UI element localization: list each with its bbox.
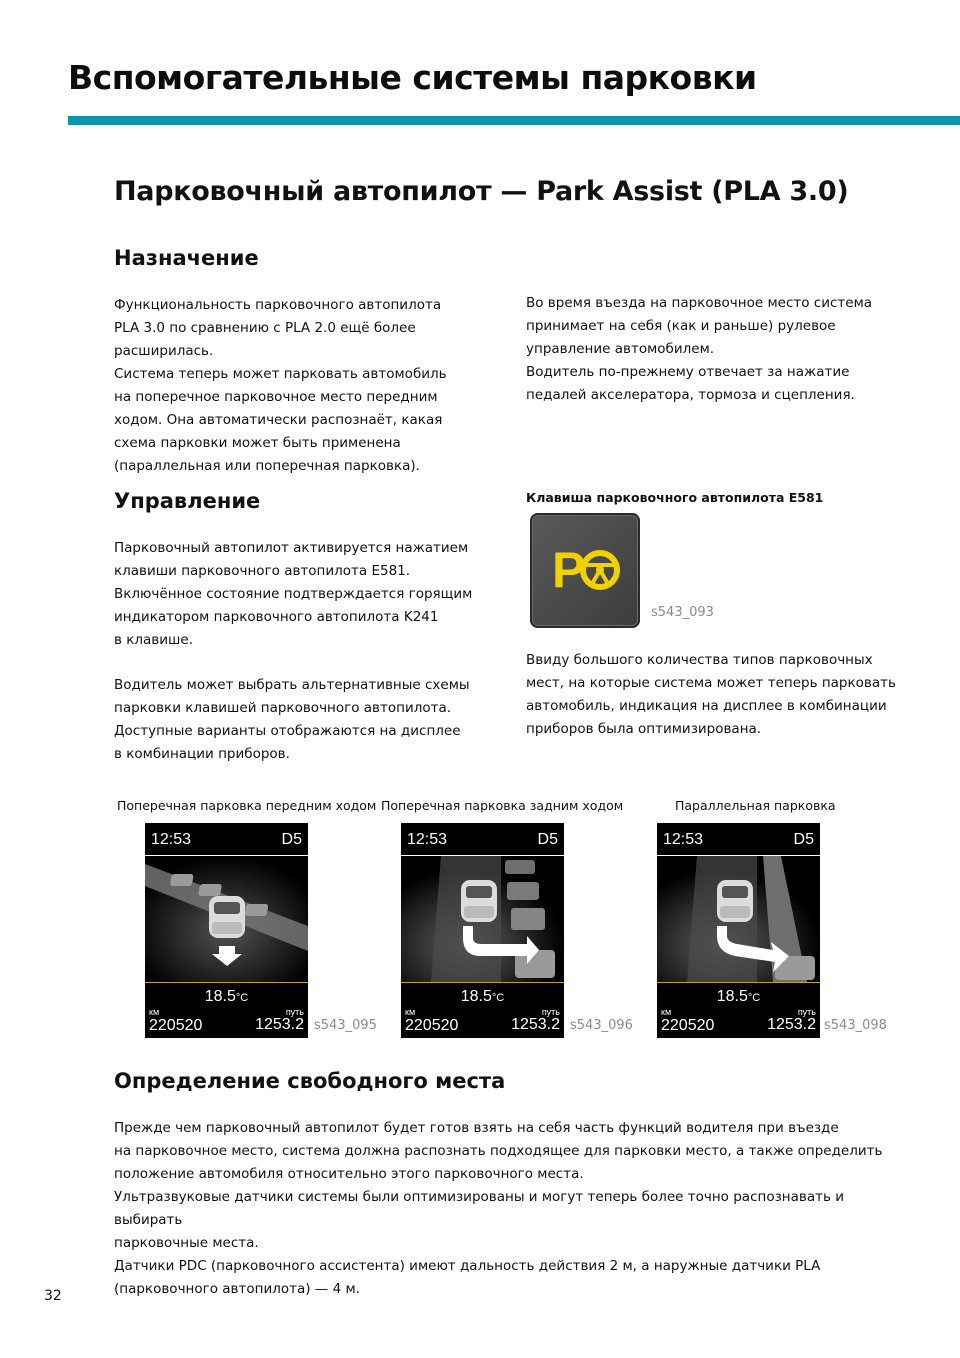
- text-line: на парковочное место, система должна распознать подходящее для парковки место, а также определить: [114, 1143, 883, 1159]
- temp-unit: °C: [747, 992, 761, 1004]
- trip-label: путь: [541, 1007, 560, 1017]
- gear-indicator: D5: [793, 831, 814, 848]
- odometer: 220520: [149, 1017, 203, 1034]
- clock: 12:53: [407, 831, 448, 848]
- gear-indicator: D5: [281, 831, 302, 848]
- trip-label: путь: [797, 1007, 816, 1017]
- text-line: Ввиду большого количества типов парковочных: [526, 652, 873, 668]
- detection-text: [114, 1117, 904, 1301]
- park-assist-key-e581: [530, 513, 640, 628]
- text-line: клавиши парковочного автопилота E581.: [114, 563, 411, 579]
- car-icon: [717, 880, 753, 922]
- text-line: ходом. Она автоматически распознаёт, какая: [114, 412, 443, 428]
- text-line: Во время въезда на парковочное место система: [526, 295, 873, 311]
- outside-temp: 18.5: [204, 988, 236, 1005]
- text-line: приборов была оптимизирована.: [526, 721, 762, 737]
- text-line: расширилась.: [114, 343, 214, 359]
- outside-temp: 18.5: [460, 988, 492, 1005]
- text-line: индикатором парковочного автопилота K241: [114, 609, 439, 625]
- text-line: Доступные варианты отображаются на дисплее: [114, 723, 461, 739]
- text-line: Ультразвуковые датчики системы были оптимизированы и могут теперь более точно распознавать и выбирать: [114, 1189, 844, 1228]
- trip-distance: 1253.2: [511, 1016, 560, 1033]
- gear-indicator: D5: [537, 831, 558, 848]
- text-line: (парковочного автопилота) — 4 м.: [114, 1281, 360, 1297]
- km-label: км: [661, 1007, 672, 1017]
- section-title: Парковочный автопилот — Park Assist (PLA 3.0): [114, 176, 849, 207]
- outside-temp: 18.5: [716, 988, 748, 1005]
- screen-code-reverse: s543_096: [570, 1018, 633, 1033]
- text-line: положение автомобиля относительно этого парковочного места.: [114, 1166, 584, 1182]
- trip-label: путь: [285, 1007, 304, 1017]
- page-number: 32: [44, 1288, 62, 1304]
- control-text-2: [114, 674, 494, 766]
- title-rule: [68, 116, 960, 125]
- clock: 12:53: [151, 831, 192, 848]
- reverse-parking-scene: [401, 856, 564, 982]
- text-line: мест, на которые система может теперь парковать: [526, 675, 896, 691]
- cluster-display-parallel: [657, 823, 820, 1038]
- text-line: Датчики PDC (парковочного ассистента) имеют дальность действия 2 м, а наружные датчики PLA: [114, 1258, 821, 1274]
- screen-caption-parallel: Параллельная парковка: [675, 798, 836, 813]
- text-line: педалей акселератора, тормоза и сцепления.: [526, 387, 855, 403]
- cluster-display-forward: [145, 823, 308, 1038]
- km-label: км: [405, 1007, 416, 1017]
- temp-unit: °C: [491, 992, 505, 1004]
- park-assist-icon: [530, 513, 640, 628]
- temp-unit: °C: [235, 992, 249, 1004]
- text-line: Водитель может выбрать альтернативные схемы: [114, 677, 470, 693]
- text-line: управление автомобилем.: [526, 341, 715, 357]
- car-icon: [461, 880, 497, 922]
- text-line: в комбинации приборов.: [114, 746, 290, 762]
- text-line: (параллельная или поперечная парковка).: [114, 458, 420, 474]
- text-line: Функциональность парковочного автопилота: [114, 297, 442, 313]
- page-title: Вспомогательные системы парковки: [68, 58, 757, 97]
- text-line: автомобиль, индикация на дисплее в комбинации: [526, 698, 887, 714]
- odometer: 220520: [661, 1017, 715, 1034]
- screen-caption-forward: Поперечная парковка передним ходом: [117, 798, 377, 813]
- text-line: парковки клавишей парковочного автопилота.: [114, 700, 452, 716]
- car-icon: [209, 896, 245, 938]
- control-right-text: [526, 649, 936, 741]
- forward-parking-scene: [145, 856, 308, 982]
- purpose-right-text: [526, 292, 926, 407]
- text-line: Прежде чем парковочный автопилот будет готов взять на себя часть функций водителя при въезде: [114, 1120, 839, 1136]
- screen-code-forward: s543_095: [314, 1018, 377, 1033]
- text-line: в клавише.: [114, 632, 193, 648]
- key-figure-caption: Клавиша парковочного автопилота E581: [526, 490, 824, 505]
- text-line: на поперечное парковочное место передним: [114, 389, 438, 405]
- text-line: PLA 3.0 по сравнению с PLA 2.0 ещё более: [114, 320, 416, 336]
- control-text-1: [114, 537, 494, 652]
- screen-caption-reverse: Поперечная парковка задним ходом: [381, 798, 624, 813]
- key-figure-code: s543_093: [651, 605, 714, 620]
- cluster-display-reverse: [401, 823, 564, 1038]
- text-line: принимает на себя (как и раньше) рулевое: [526, 318, 836, 334]
- svg-text:P: P: [552, 542, 586, 598]
- text-line: схема парковки может быть применена: [114, 435, 401, 451]
- purpose-heading: Назначение: [114, 246, 259, 270]
- clock: 12:53: [663, 831, 704, 848]
- purpose-left-text: [114, 294, 474, 478]
- screen-code-parallel: s543_098: [824, 1018, 887, 1033]
- parallel-parking-scene: [657, 856, 820, 982]
- text-line: Парковочный автопилот активируется нажатием: [114, 540, 469, 556]
- text-line: Водитель по-прежнему отвечает за нажатие: [526, 364, 850, 380]
- trip-distance: 1253.2: [255, 1016, 304, 1033]
- text-line: парковочные места.: [114, 1235, 259, 1251]
- trip-distance: 1253.2: [767, 1016, 816, 1033]
- km-label: км: [149, 1007, 160, 1017]
- detection-heading: Определение свободного места: [114, 1069, 506, 1093]
- text-line: Включённое состояние подтверждается горящим: [114, 586, 473, 602]
- text-line: Система теперь может парковать автомобиль: [114, 366, 447, 382]
- control-heading: Управление: [114, 489, 261, 513]
- odometer: 220520: [405, 1017, 459, 1034]
